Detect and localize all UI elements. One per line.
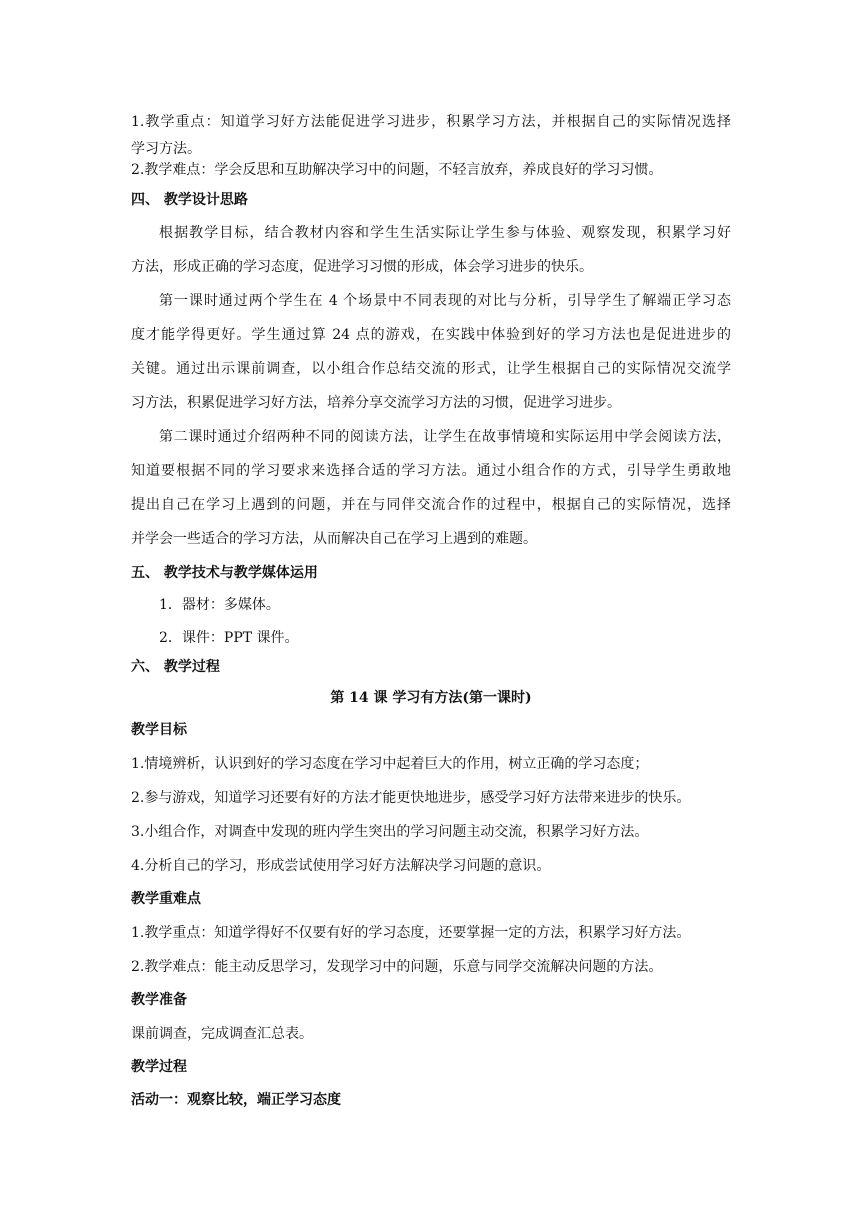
key-point-item-2: 2.教学难点：能主动反思学习，发现学习中的问题，乐意与同学交流解决问题的方法。 <box>131 959 663 975</box>
activity-1-heading: 活动一：观察比较，端正学习态度 <box>131 1092 341 1108</box>
difficulty-point: 2.教学难点：学会反思和互助解决学习中的问题，不轻言放弃，养成良好的学习习惯。 <box>131 162 663 178</box>
process-heading: 教学过程 <box>131 1059 187 1075</box>
design-paragraph-1-line-2: 方法，形成正确的学习态度，促进学习习惯的形成，体会学习进步的快乐。 <box>131 259 593 275</box>
design-paragraph-2-line-4: 习方法，积累促进学习好方法，培养分享交流学习方法的习惯，促进学习进步。 <box>131 395 621 411</box>
design-paragraph-3-line-4: 并学会一些适合的学习方法，从而解决自己在学习上遇到的难题。 <box>131 531 537 547</box>
section-5-heading: 五、 教学技术与教学媒体运用 <box>131 565 318 581</box>
design-paragraph-2-line-2: 度才能学得更好。学生通过算 24 点的游戏，在实践中体验到好的学习方法也是促进进步的 <box>131 327 731 343</box>
media-item-1: 1．器材：多媒体。 <box>159 597 280 613</box>
design-paragraph-1-line-1: 根据教学目标，结合教材内容和学生生活实际让学生参与体验、观察发现，积累学习好 <box>159 225 731 241</box>
design-paragraph-3-line-3: 提出自己在学习上遇到的问题，并在与同伴交流合作的过程中，根据自己的实际情况，选择 <box>131 497 731 513</box>
design-paragraph-3-line-1: 第二课时通过介绍两种不同的阅读方法，让学生在故事情境和实际运用中学会阅读方法， <box>159 429 731 445</box>
goal-item-2: 2.参与游戏，知道学习还要有好的方法才能更快地进步，感受学习好方法带来进步的快乐。 <box>131 790 691 806</box>
lesson-title: 第 14 课 学习有方法(第一课时) <box>330 690 532 706</box>
goal-item-4: 4.分析自己的学习，形成尝试使用学习好方法解决学习问题的意识。 <box>131 858 551 874</box>
section-4-heading: 四、 教学设计思路 <box>131 192 248 208</box>
goal-item-3: 3.小组合作，对调查中发现的班内学生突出的学习问题主动交流，积累学习好方法。 <box>131 824 649 840</box>
key-point-item-1: 1.教学重点：知道学得好不仅要有好的学习态度，还要掌握一定的方法，积累学习好方法。 <box>131 925 691 941</box>
goals-heading: 教学目标 <box>131 722 187 738</box>
focus-point-line-2: 学习方法。 <box>131 141 201 157</box>
media-item-2: 2．课件：PPT 课件。 <box>159 630 299 646</box>
section-6-heading: 六、 教学过程 <box>131 659 220 675</box>
preparation-text: 课前调查，完成调查汇总表。 <box>131 1026 313 1042</box>
design-paragraph-2-line-3: 关键。通过出示课前调查，以小组合作总结交流的形式，让学生根据自己的实际情况交流学 <box>131 361 731 377</box>
key-points-heading: 教学重难点 <box>131 891 201 907</box>
goal-item-1: 1.情境辨析，认识到好的学习态度在学习中起着巨大的作用，树立正确的学习态度； <box>131 756 649 772</box>
design-paragraph-2-line-1: 第一课时通过两个学生在 4 个场景中不同表现的对比与分析，引导学生了解端正学习态 <box>159 293 731 309</box>
preparation-heading: 教学准备 <box>131 992 187 1008</box>
focus-point-line-1: 1.教学重点：知道学习好方法能促进学习进步，积累学习方法，并根据自己的实际情况选择 <box>131 114 731 130</box>
design-paragraph-3-line-2: 知道要根据不同的学习要求来选择合适的学习方法。通过小组合作的方式，引导学生勇敢地 <box>131 463 731 479</box>
